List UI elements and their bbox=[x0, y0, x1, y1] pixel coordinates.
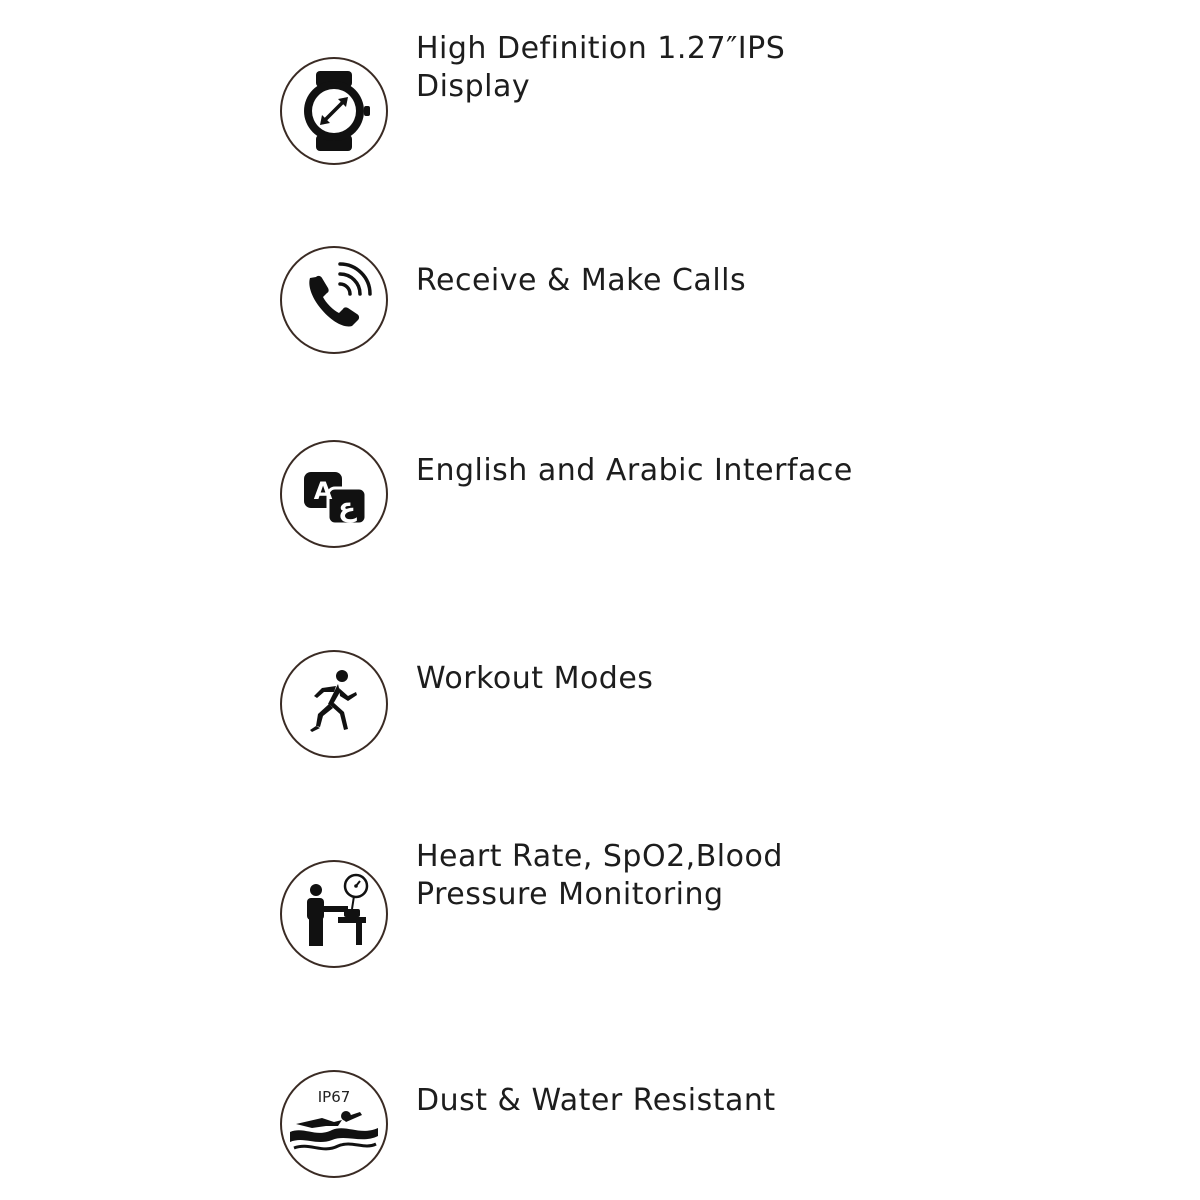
language-badge bbox=[280, 440, 388, 548]
health-monitor-icon bbox=[282, 862, 386, 966]
running-person-icon bbox=[282, 652, 386, 756]
health-badge bbox=[280, 860, 388, 968]
feature-display-title-line-2: Display bbox=[416, 69, 531, 104]
workout-badge bbox=[280, 650, 388, 758]
watch-display-icon bbox=[282, 59, 386, 163]
feature-display-title-line-1: High Definition 1.27″IPS bbox=[416, 31, 786, 66]
phone-call-icon bbox=[282, 248, 386, 352]
feature-workout-title: Workout Modes bbox=[416, 661, 654, 696]
calls-badge bbox=[280, 246, 388, 354]
display-badge bbox=[280, 57, 388, 165]
language-icon bbox=[282, 442, 386, 546]
swimmer-icon bbox=[282, 1072, 386, 1176]
feature-calls-title: Receive & Make Calls bbox=[416, 263, 747, 298]
language-icon-letter-latin: A bbox=[313, 477, 333, 505]
feature-water-title: Dust & Water Resistant bbox=[416, 1083, 776, 1118]
feature-health-title-line-1: Heart Rate, SpO2,Blood bbox=[416, 839, 783, 874]
language-icon-letter-arabic: ع bbox=[338, 493, 356, 523]
ip-rating-label: IP67 bbox=[317, 1088, 351, 1106]
water-badge bbox=[280, 1070, 388, 1178]
feature-language-title: English and Arabic Interface bbox=[416, 453, 853, 488]
feature-health-title-line-2: Pressure Monitoring bbox=[416, 877, 724, 912]
